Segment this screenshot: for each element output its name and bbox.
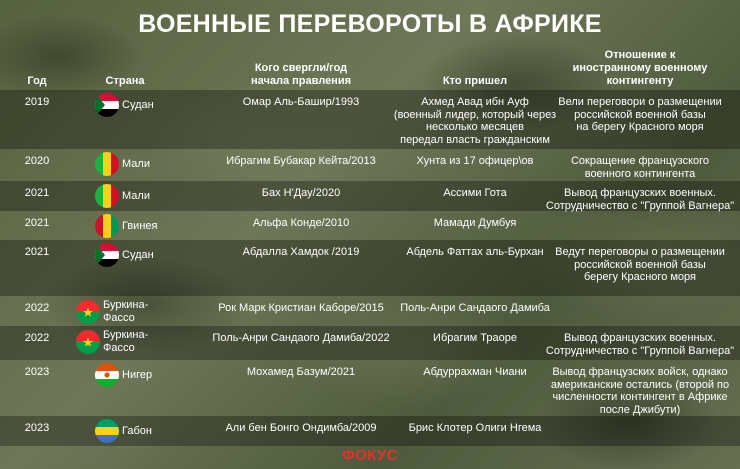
country-name: Судан [122, 98, 154, 111]
page-title: ВОЕННЫЕ ПЕРЕВОРОТЫ В АФРИКЕ [138, 10, 602, 38]
relation-cell: Вывод французских военных. Сотрудничество с "Группой Вагнера" [545, 187, 735, 212]
sudan-flag-icon [95, 93, 119, 117]
header-year: Год [27, 75, 47, 87]
niger-flag-icon [95, 363, 119, 387]
year-cell: 2022 [24, 302, 50, 314]
relation-cell: Ведут переговоры о размещении российской военной базы берегу Красного моря [555, 246, 725, 283]
table-row [0, 90, 740, 149]
ousted-cell: Бах Н'Дау/2020 [261, 187, 341, 199]
country-name: Нигер [122, 368, 153, 381]
came-cell: Поль-Анри Сандаого Дамиба [400, 302, 550, 314]
came-cell: Ассими Гота [443, 187, 507, 199]
country-name: Мали [122, 157, 150, 170]
header-ousted: Кого свергли/год начала правления [250, 62, 352, 87]
year-cell: 2020 [24, 155, 50, 167]
came-cell: Абдель Фаттах аль-Бурхан [406, 246, 544, 258]
ousted-cell: Альфа Конде/2010 [252, 217, 350, 229]
country-cell [95, 363, 190, 387]
header-relation: Отношение к иностранному военному контингенту [572, 49, 708, 87]
table-row [0, 416, 740, 446]
table-row [0, 296, 740, 326]
guinea-flag-icon [95, 214, 119, 238]
table-row [0, 181, 740, 211]
country-cell [95, 184, 190, 208]
table-row [0, 149, 740, 181]
year-cell: 2021 [24, 187, 50, 199]
country-cell [95, 419, 190, 443]
country-cell [76, 329, 171, 354]
came-cell: Ибрагим Траоре [433, 332, 517, 344]
sudan-flag-icon [95, 243, 119, 267]
country-cell [76, 299, 171, 324]
table-row [0, 211, 740, 240]
came-cell: Хунта из 17 офицер\ов [416, 155, 534, 167]
table-row [0, 360, 740, 416]
came-cell: Ахмед Авад ибн Ауф (военный лидер, который через несколько месяцев передал власть гражданским [393, 96, 557, 146]
year-cell: 2023 [24, 422, 50, 434]
country-name: Габон [122, 424, 152, 437]
relation-cell: Вели переговори о размещении российской военной базы на берегу Красного моря [558, 96, 722, 133]
ousted-cell: Али бен Бонго Ондимба/2009 [225, 422, 377, 434]
table-row [0, 326, 740, 360]
gabon-flag-icon [95, 419, 119, 443]
year-cell: 2021 [24, 246, 50, 258]
country-cell [95, 243, 190, 267]
mali-flag-icon [95, 184, 119, 208]
year-cell: 2022 [24, 332, 50, 344]
country-cell [95, 152, 190, 176]
burkina-faso-flag-icon [76, 300, 100, 324]
relation-cell: Вывод французских военных. Сотрудничество с "Группой Вагнера" [545, 332, 735, 357]
country-name: Гвинея [122, 219, 158, 232]
brand-logo: ФОКУС [342, 447, 398, 464]
country-name: Мали [122, 189, 150, 202]
header-came: Кто пришел [442, 75, 508, 87]
year-cell: 2023 [24, 366, 50, 378]
burkina-faso-flag-icon [76, 330, 100, 354]
country-cell [95, 214, 190, 238]
mali-flag-icon [95, 152, 119, 176]
country-cell [95, 93, 190, 117]
year-cell: 2019 [24, 96, 50, 108]
came-cell: Мамади Думбуя [433, 217, 517, 229]
country-name: Буркина-Фассо [103, 299, 149, 324]
relation-cell: Сокращение французского военного контингента [570, 155, 710, 180]
ousted-cell: Поль-Анри Сандаого Дамиба/2022 [212, 332, 390, 344]
table-row [0, 240, 740, 296]
came-cell: Брис Клотер Олиги Нгема [408, 422, 542, 434]
ousted-cell: Ибрагим Бубакар Кейта/2013 [226, 155, 376, 167]
relation-cell: Вывод французских войск, однако американские остались (второй по численности контингент в Африке после Джибути) [550, 366, 730, 416]
year-cell: 2021 [24, 217, 50, 229]
country-name: Буркина-Фассо [103, 329, 149, 354]
ousted-cell: Абдалла Хамдок /2019 [242, 246, 360, 258]
came-cell: Абдуррахман Чиани [423, 366, 527, 378]
ousted-cell: Мохамед Базум/2021 [246, 366, 356, 378]
ousted-cell: Омар Аль-Башир/1993 [242, 96, 360, 108]
ousted-cell: Рок Марк Кристиан Каборе/2015 [218, 302, 384, 314]
country-name: Судан [122, 248, 154, 261]
header-country: Страна [105, 75, 145, 87]
